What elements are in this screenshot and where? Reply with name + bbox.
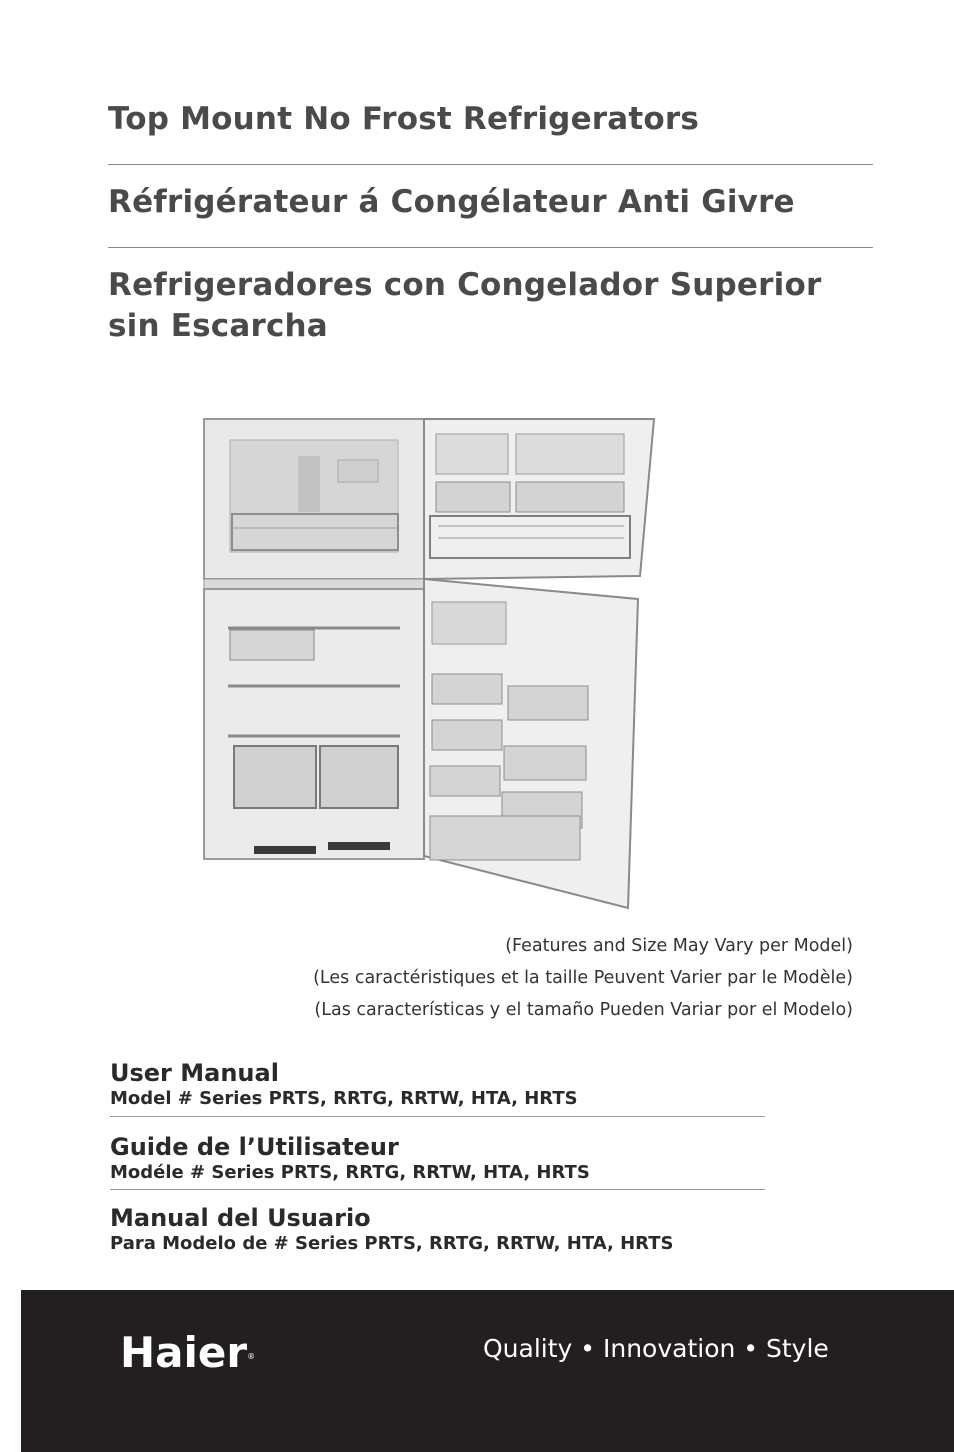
title-english: Top Mount No Frost Refrigerators [108, 101, 700, 137]
title-divider [108, 247, 873, 248]
title-spanish-line-1: Refrigeradores con Congelador Superior [108, 267, 822, 303]
manual-heading: User Manual [110, 1059, 279, 1087]
logo-text: Haier [120, 1328, 248, 1377]
manual-divider [110, 1189, 765, 1190]
caption-spanish: (Las características y el tamaño Pueden Variar por el Modelo) [314, 1000, 853, 1020]
manual-heading: Manual del Usuario [110, 1204, 371, 1232]
caption-english: (Features and Size May Vary per Model) [505, 936, 853, 956]
title-divider [108, 164, 873, 165]
manual-models: Model # Series PRTS, RRTG, RRTW, HTA, HRTS [110, 1088, 578, 1109]
registered-mark: ® [247, 1352, 256, 1361]
caption-french: (Les caractéristiques et la taille Peuvent Varier par le Modèle) [313, 968, 853, 988]
manual-heading: Guide de l’Utilisateur [110, 1133, 399, 1161]
manual-models: Para Modelo de # Series PRTS, RRTG, RRTW, HTA, HRTS [110, 1233, 674, 1254]
title-french: Réfrigérateur á Congélateur Anti Givre [108, 184, 795, 220]
haier-logo [120, 1328, 255, 1378]
title-spanish [108, 265, 821, 347]
manual-english [110, 1058, 578, 1110]
title-spanish-line-2: sin Escarcha [108, 308, 328, 344]
manual-divider [110, 1116, 765, 1117]
manual-spanish [110, 1203, 673, 1255]
brand-tagline: Quality • Innovation • Style [483, 1334, 829, 1363]
brand-footer [21, 1290, 954, 1452]
refrigerator-photo [198, 416, 660, 912]
manual-models: Modéle # Series PRTS, RRTG, RRTW, HTA, HRTS [110, 1162, 590, 1183]
manual-french [110, 1132, 590, 1184]
features-caption [313, 930, 853, 1026]
